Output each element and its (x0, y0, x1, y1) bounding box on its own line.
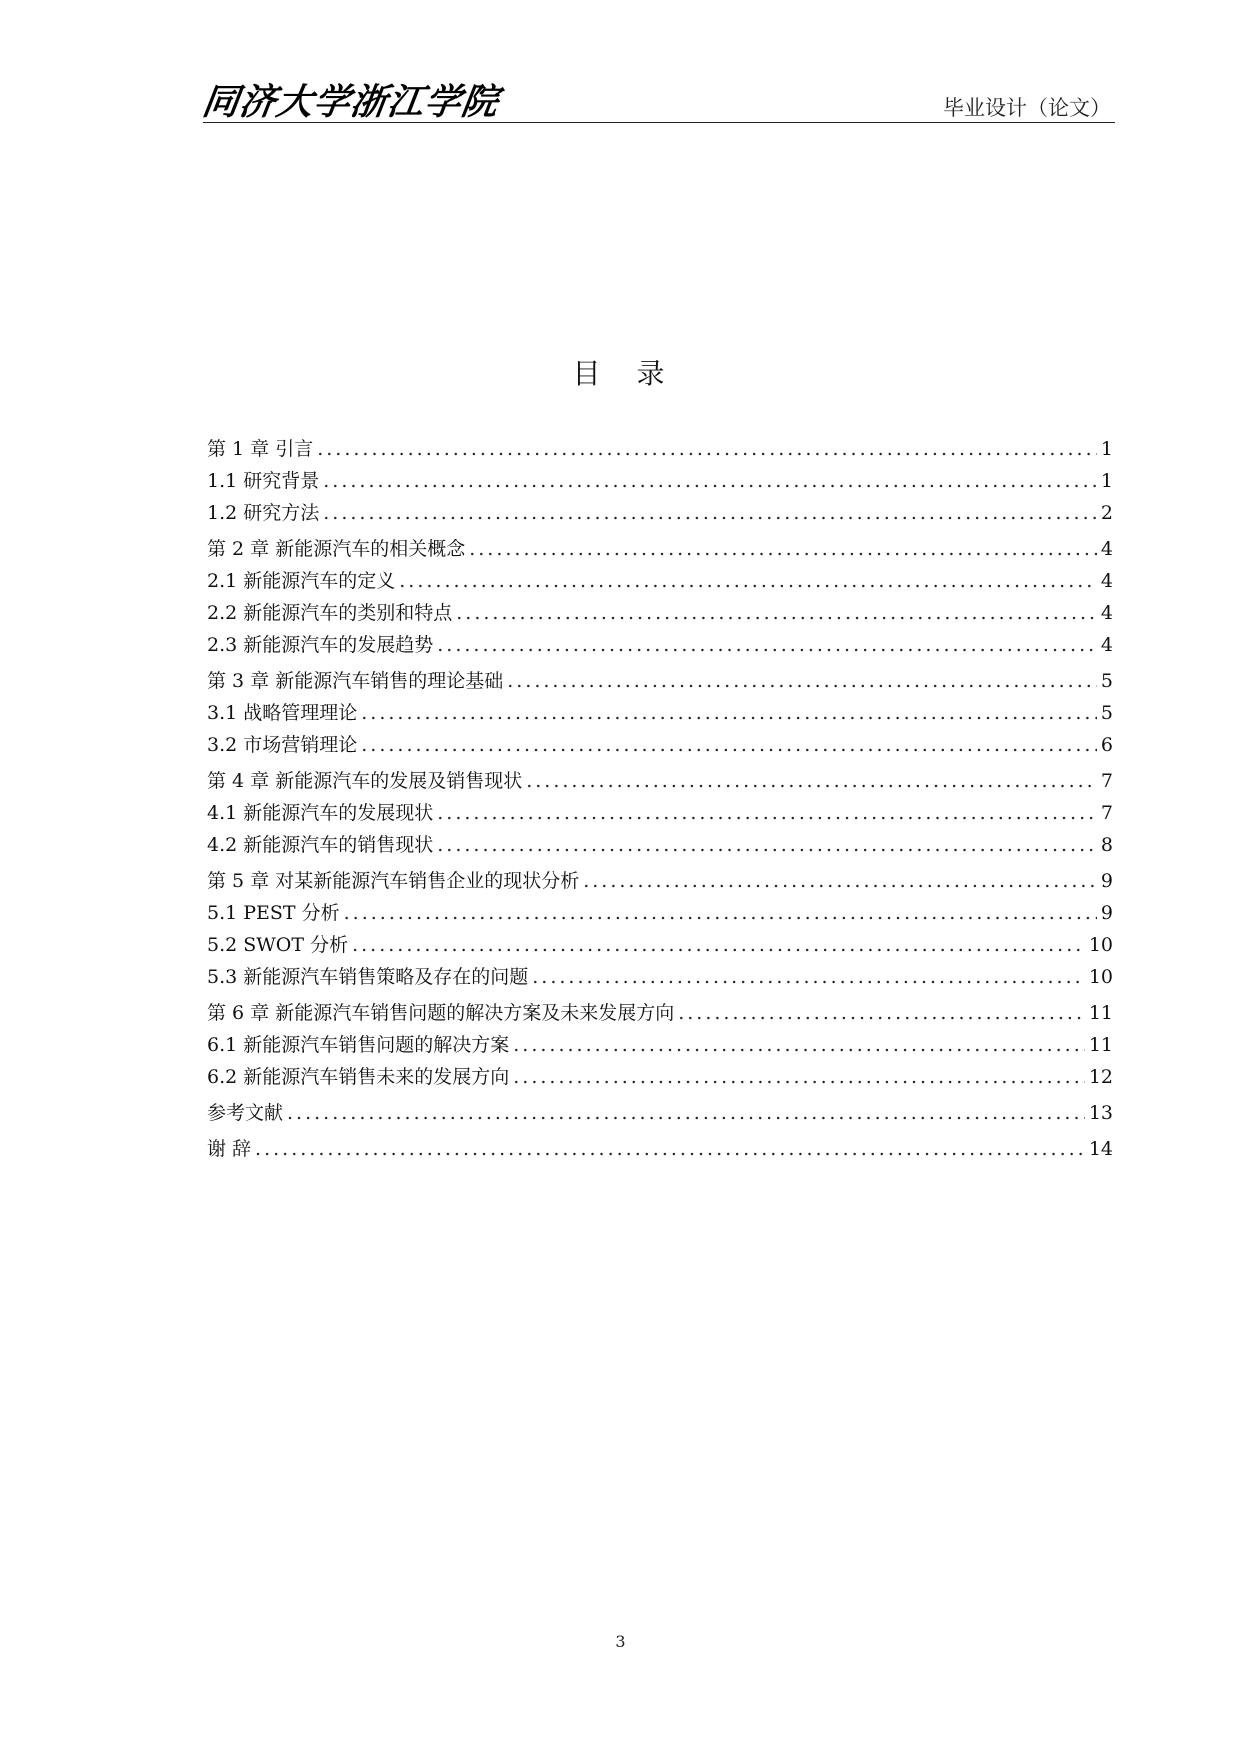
toc-dot-leader (323, 502, 1097, 524)
toc-entry-label: 6.1 新能源汽车销售问题的解决方案 (207, 1034, 510, 1056)
toc-entry-page: 4 (1100, 570, 1113, 592)
university-logo: 同济大学浙江学院 (199, 81, 502, 123)
toc-entry[interactable] (207, 930, 1113, 962)
toc-entry[interactable] (207, 798, 1113, 830)
toc-entry-page: 5 (1100, 702, 1113, 724)
toc-entry-page: 4 (1100, 538, 1113, 560)
toc-dot-leader (469, 538, 1097, 560)
toc-entry[interactable] (207, 998, 1113, 1030)
toc-entry[interactable] (207, 1062, 1113, 1094)
toc-entry[interactable] (207, 830, 1113, 862)
toc-entry[interactable] (207, 1098, 1113, 1130)
toc-entry-page: 2 (1100, 502, 1113, 524)
toc-entry[interactable] (207, 766, 1113, 798)
toc-entry-page: 1 (1100, 438, 1113, 460)
toc-entry[interactable] (207, 666, 1113, 698)
toc-entry-label: 3.2 市场营销理论 (207, 734, 358, 756)
toc-entry-page: 4 (1100, 634, 1113, 656)
toc-entry-label: 2.1 新能源汽车的定义 (207, 570, 396, 592)
toc-dot-leader (437, 802, 1097, 824)
toc-entry[interactable] (207, 866, 1113, 898)
document-type-label: 毕业设计（论文） (943, 96, 1111, 120)
toc-entry[interactable] (207, 534, 1113, 566)
toc-entry[interactable] (207, 630, 1113, 662)
toc-entry-page: 1 (1100, 470, 1113, 492)
toc-entry-label: 第 1 章 引言 (207, 438, 314, 460)
toc-entry-page: 5 (1100, 670, 1113, 692)
toc-entry[interactable] (207, 1030, 1113, 1062)
toc-entry-label: 1.2 研究方法 (207, 502, 320, 524)
toc-entry-label: 4.1 新能源汽车的发展现状 (207, 802, 434, 824)
toc-dot-leader (456, 602, 1097, 624)
toc-entry[interactable] (207, 498, 1113, 530)
page-number: 3 (615, 1632, 626, 1651)
toc-entry[interactable] (207, 698, 1113, 730)
toc-entry[interactable] (207, 730, 1113, 762)
toc-dot-leader (344, 902, 1097, 924)
toc-dot-leader (513, 1034, 1085, 1056)
toc-dot-leader (361, 702, 1097, 724)
toc-entry-page: 10 (1088, 966, 1113, 988)
toc-dot-leader (255, 1138, 1085, 1160)
toc-dot-leader (513, 1066, 1085, 1088)
toc-entry-page: 4 (1100, 602, 1113, 624)
toc-entry-label: 第 5 章 对某新能源汽车销售企业的现状分析 (207, 870, 580, 892)
toc-dot-leader (323, 470, 1097, 492)
table-of-contents (207, 434, 1113, 1166)
toc-dot-leader (361, 734, 1097, 756)
toc-entry-label: 5.1 PEST 分析 (207, 902, 340, 924)
toc-entry-label: 第 4 章 新能源汽车的发展及销售现状 (207, 770, 523, 792)
toc-entry[interactable] (207, 434, 1113, 466)
toc-entry-page: 7 (1100, 802, 1113, 824)
toc-entry-page: 13 (1088, 1102, 1113, 1124)
toc-entry-label: 2.2 新能源汽车的类别和特点 (207, 602, 453, 624)
toc-entry-page: 6 (1100, 734, 1113, 756)
toc-entry-label: 3.1 战略管理理论 (207, 702, 358, 724)
toc-entry-label: 参考文献 (207, 1102, 284, 1124)
toc-entry-page: 12 (1088, 1066, 1113, 1088)
toc-dot-leader (507, 670, 1097, 692)
toc-entry-page: 9 (1100, 902, 1113, 924)
toc-entry-page: 11 (1088, 1002, 1113, 1024)
toc-entry[interactable] (207, 1134, 1113, 1166)
toc-title: 目 录 (572, 357, 669, 390)
toc-entry-label: 1.1 研究背景 (207, 470, 320, 492)
toc-entry-page: 14 (1088, 1138, 1113, 1160)
toc-entry[interactable] (207, 566, 1113, 598)
toc-dot-leader (532, 966, 1085, 988)
toc-entry-label: 谢 辞 (207, 1138, 252, 1160)
toc-entry-page: 9 (1100, 870, 1113, 892)
page-header (199, 70, 1115, 123)
toc-entry-page: 7 (1100, 770, 1113, 792)
toc-entry-page: 8 (1100, 834, 1113, 856)
toc-dot-leader (437, 634, 1097, 656)
toc-dot-leader (352, 934, 1085, 956)
toc-entry-label: 6.2 新能源汽车销售未来的发展方向 (207, 1066, 510, 1088)
toc-entry[interactable] (207, 598, 1113, 630)
toc-entry-label: 5.2 SWOT 分析 (207, 934, 349, 956)
toc-dot-leader (399, 570, 1097, 592)
toc-entry-label: 2.3 新能源汽车的发展趋势 (207, 634, 434, 656)
toc-entry[interactable] (207, 962, 1113, 994)
toc-dot-leader (437, 834, 1097, 856)
toc-entry[interactable] (207, 466, 1113, 498)
toc-entry-page: 10 (1088, 934, 1113, 956)
toc-entry-label: 4.2 新能源汽车的销售现状 (207, 834, 434, 856)
toc-entry-label: 第 6 章 新能源汽车销售问题的解决方案及未来发展方向 (207, 1002, 675, 1024)
toc-dot-leader (317, 438, 1097, 460)
toc-entry[interactable] (207, 898, 1113, 930)
toc-dot-leader (287, 1102, 1085, 1124)
toc-entry-label: 第 3 章 新能源汽车销售的理论基础 (207, 670, 504, 692)
toc-dot-leader (526, 770, 1097, 792)
toc-entry-page: 11 (1088, 1034, 1113, 1056)
toc-dot-leader (583, 870, 1097, 892)
toc-entry-label: 第 2 章 新能源汽车的相关概念 (207, 538, 466, 560)
toc-entry-label: 5.3 新能源汽车销售策略及存在的问题 (207, 966, 529, 988)
toc-dot-leader (678, 1002, 1085, 1024)
